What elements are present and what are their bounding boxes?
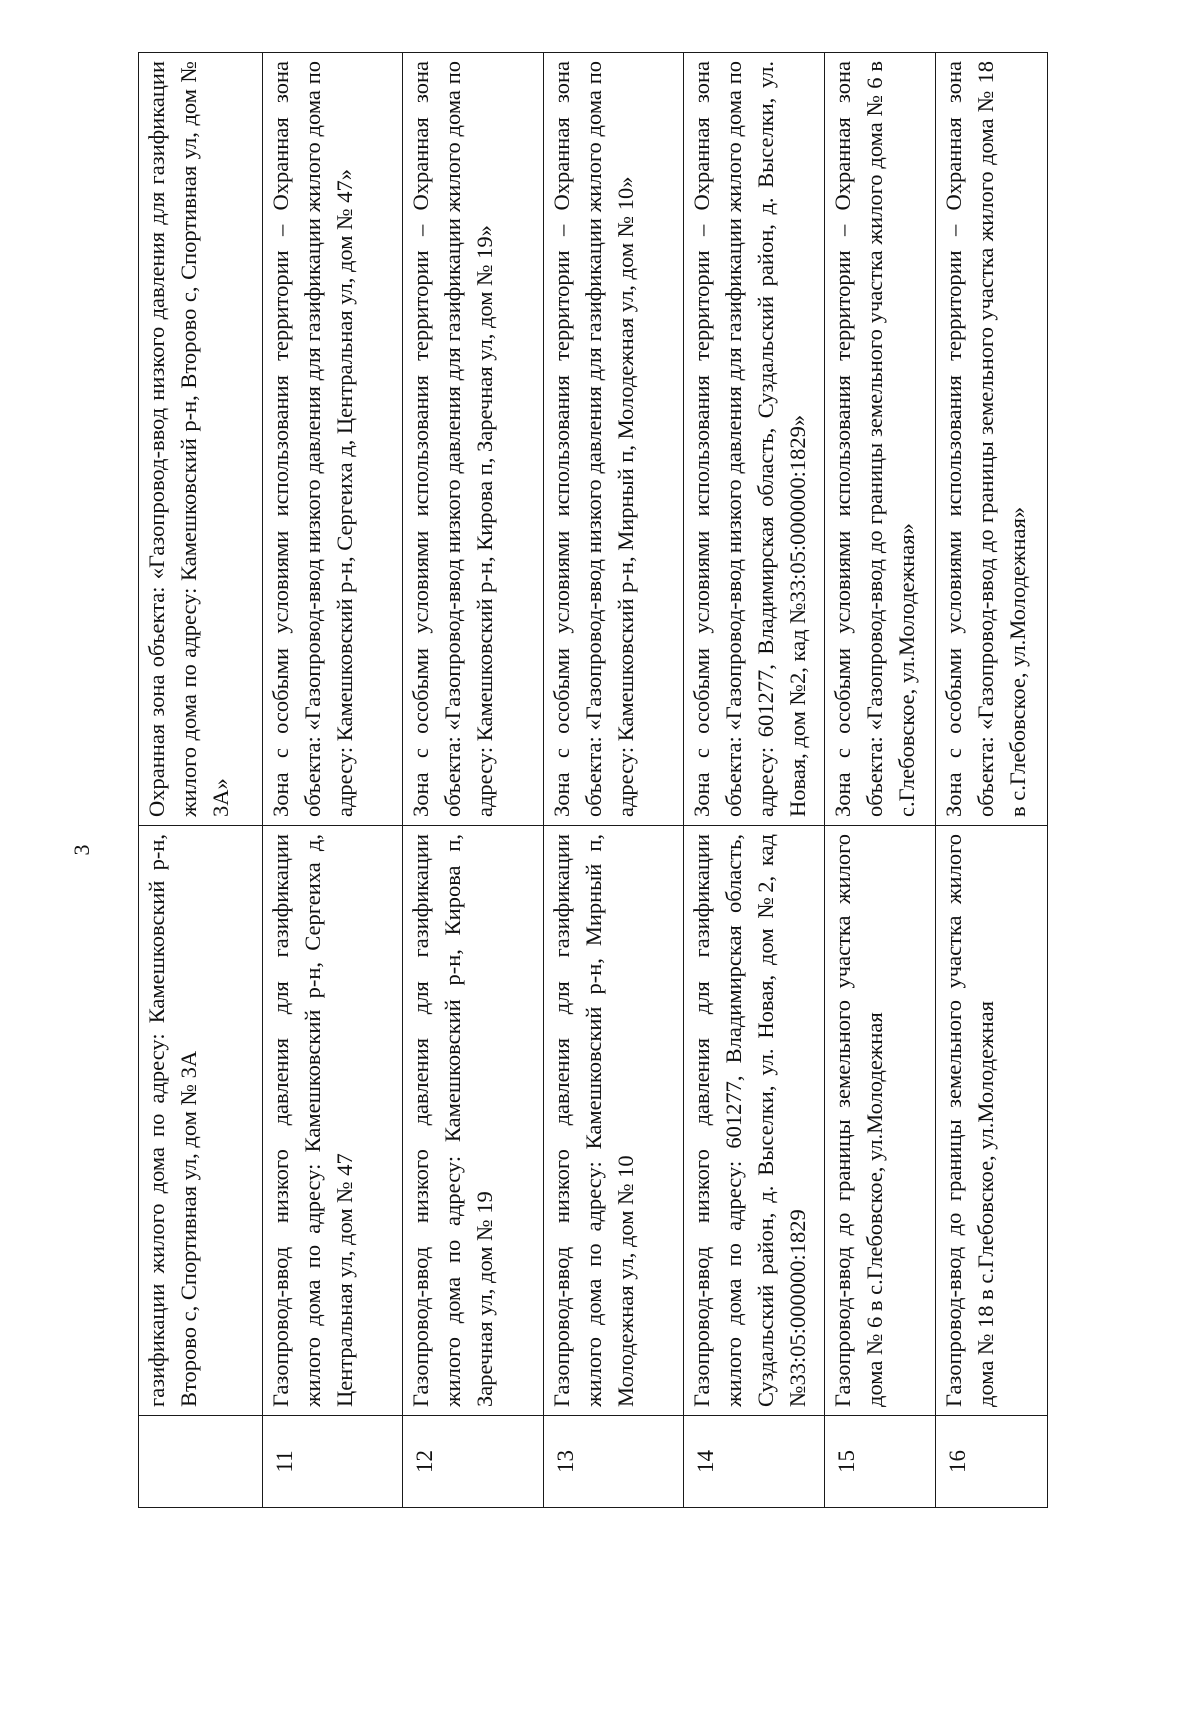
zone-cell — [684, 53, 824, 826]
zone-description: Охранная зона объекта: «Газопровод-ввод низкого давления для газификации жилого дома по адресу: Камешковский р-н, Мирный п, Молодежная ул, дом № 10» — [548, 61, 638, 817]
row-number-cell: 16 — [936, 1416, 1048, 1508]
table-row — [263, 53, 403, 1508]
table-row — [543, 53, 683, 1508]
zone-description: Охранная зона объекта: «Газопровод-ввод низкого давления для газификации жилого дома по адресу: Камешковский р-н, Второво с, Спортивная ул, дом № 3А» — [144, 61, 233, 817]
object-cell: Газопровод-ввод низкого давления для газификации жилого дома по адресу: Камешковский р-н, Сергеиха д, Центральная ул, дом № 47 — [263, 826, 403, 1416]
page-number: 3 — [69, 844, 94, 856]
row-number-cell: 14 — [684, 1416, 824, 1508]
table-row — [684, 53, 824, 1508]
zone-cell — [263, 53, 403, 826]
object-cell: Газопровод-ввод низкого давления для газификации жилого дома по адресу: Камешковский р-н, Кирова п, Заречная ул, дом № 19 — [403, 826, 543, 1416]
zone-cell — [936, 53, 1048, 826]
zone-cell — [824, 53, 936, 826]
zones-table — [138, 52, 1048, 1508]
row-number-cell — [139, 1416, 263, 1508]
row-number-cell: 13 — [543, 1416, 683, 1508]
zone-intro: Зона с особыми условиями использования территории – — [941, 224, 967, 817]
rotated-table-container — [138, 53, 1048, 1508]
object-cell: Газопровод-ввод до границы земельного участка жилого дома № 18 в с.Глебовское, ул.Молодежная — [936, 826, 1048, 1416]
zone-cell — [543, 53, 683, 826]
zone-description: Охранная зона объекта: «Газопровод-ввод низкого давления для газификации жилого дома по адресу: 601277, Владимирская область, Суздальский район, д. Выселки, ул. Новая, дом №2, кад №33:05:000000:1829» — [689, 61, 811, 817]
zone-intro: Зона с особыми условиями использования территории – — [548, 224, 574, 817]
object-cell: Газопровод-ввод низкого давления для газификации жилого дома по адресу: 601277, Владимирская область, Суздальский район, д. Выселки, ул. Новая, дом №2, кад №33:05:000000:1829 — [684, 826, 824, 1416]
row-number-cell: 11 — [263, 1416, 403, 1508]
zone-description: Охранная зона объекта: «Газопровод-ввод до границы земельного участка жилого дома № 18 в с.Глебовское, ул.Молодежная» — [941, 61, 1031, 817]
zone-cell — [403, 53, 543, 826]
table-row — [403, 53, 543, 1508]
row-number-cell: 15 — [824, 1416, 936, 1508]
zone-cell — [139, 53, 263, 826]
table-row — [139, 53, 263, 1508]
object-cell: газификации жилого дома по адресу: Камешковский р-н, Второво с, Спортивная ул, дом № 3А — [139, 826, 263, 1416]
zone-description: Охранная зона объекта: «Газопровод-ввод до границы земельного участка жилого дома № 6 в с.Глебовское, ул.Молодежная» — [829, 61, 919, 817]
object-cell: Газопровод-ввод до границы земельного участка жилого дома № 6 в с.Глебовское, ул.Молодежная — [824, 826, 936, 1416]
table-row — [824, 53, 936, 1508]
object-cell: Газопровод-ввод низкого давления для газификации жилого дома по адресу: Камешковский р-н, Мирный п, Молодежная ул, дом № 10 — [543, 826, 683, 1416]
zone-intro: Зона с особыми условиями использования территории – — [408, 224, 434, 817]
row-number-cell: 12 — [403, 1416, 543, 1508]
zone-description: Охранная зона объекта: «Газопровод-ввод низкого давления для газификации жилого дома по адресу: Камешковский р-н, Сергеиха д, Центральная ул, дом № 47» — [268, 61, 357, 817]
zone-intro: Зона с особыми условиями использования территории – — [829, 224, 855, 817]
zone-intro: Зона с особыми условиями использования территории – — [268, 224, 293, 817]
zone-intro: Зона с особыми условиями использования территории – — [689, 224, 715, 817]
table-row — [936, 53, 1048, 1508]
zone-description: Охранная зона объекта: «Газопровод-ввод низкого давления для газификации жилого дома по адресу: Камешковский р-н, Кирова п, Заречная ул, дом № 19» — [408, 61, 498, 817]
